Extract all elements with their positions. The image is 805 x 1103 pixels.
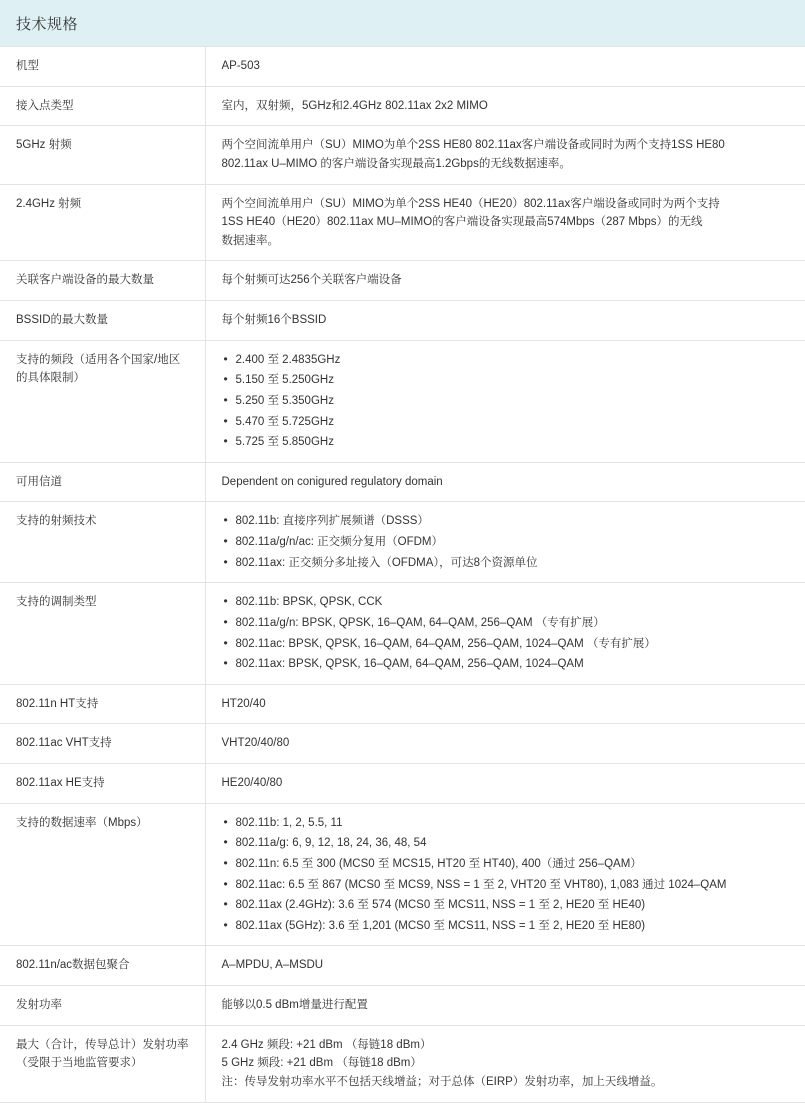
spec-label: 关联客户端设备的最大数量 — [0, 261, 205, 301]
spec-value-line: 2.4 GHz 频段: +21 dBm （每链18 dBm） — [221, 1038, 432, 1051]
table-row — [0, 86, 805, 126]
spec-value — [205, 502, 805, 583]
spec-value-line: 室内，双射频，5GHz和2.4GHz 802.11ax 2x2 MIMO — [221, 99, 488, 112]
spec-value-list — [222, 593, 796, 674]
list-item: • 5.250 至 5.350GHz — [222, 392, 796, 411]
list-item: • 5.470 至 5.725GHz — [222, 413, 796, 432]
spec-value — [205, 462, 805, 502]
spec-value-line: A–MPDU, A–MSDU — [221, 959, 324, 972]
list-item: • 5.150 至 5.250GHz — [222, 371, 796, 390]
list-item: • 802.11b: BPSK, QPSK, CCK — [222, 593, 796, 612]
spec-value — [205, 684, 805, 724]
list-item: • 802.11n: 6.5 至 300 (MCS0 至 MCS15, HT20 至 HT40), 400（通过 256–QAM） — [222, 855, 796, 874]
spec-value-line: 两个空间流单用户（SU）MIMO为单个2SS HE80 802.11ax客户端设备或同时为两个支持1SS HE80 — [221, 139, 725, 152]
list-item: • 802.11b: 直接序列扩展频谱（DSSS） — [222, 512, 796, 531]
list-item: • 802.11a/g: 6, 9, 12, 18, 24, 36, 48, 54 — [222, 834, 796, 853]
spec-label-line: 的具体限制） — [16, 372, 85, 385]
spec-value-list — [222, 351, 796, 452]
table-row — [0, 462, 805, 502]
spec-value — [205, 184, 805, 261]
table-row — [0, 340, 805, 462]
table-row — [0, 946, 805, 986]
spec-label-line: 支持的频段（适用各个国家/地区 — [16, 353, 181, 366]
spec-value-line: 802.11ax U–MIMO 的客户端设备实现最高1.2Gbps的无线数据速率。 — [221, 157, 571, 170]
list-item: • 802.11ax: 正交频分多址接入（OFDMA），可达8个资源单位 — [222, 554, 796, 573]
spec-label: 802.11ax HE支持 — [0, 764, 205, 804]
list-item: • 802.11ax (5GHz): 3.6 至 1,201 (MCS0 至 MCS11, NSS = 1 至 2, HE20 至 HE80) — [222, 917, 796, 936]
page-title: 技术规格 — [0, 0, 805, 46]
spec-value-line: Dependent on conigured regulatory domain — [221, 475, 443, 488]
list-item: • 802.11b: 1, 2, 5.5, 11 — [222, 814, 796, 833]
spec-value — [205, 126, 805, 184]
list-item: • 802.11ax (2.4GHz): 3.6 至 574 (MCS0 至 MCS11, NSS = 1 至 2, HE20 至 HE40) — [222, 896, 796, 915]
table-body — [0, 47, 805, 1103]
spec-label: 2.4GHz 射频 — [0, 184, 205, 261]
spec-value — [205, 724, 805, 764]
spec-value — [205, 803, 805, 946]
table-row — [0, 803, 805, 946]
list-item: • 5.725 至 5.850GHz — [222, 433, 796, 452]
spec-value — [205, 47, 805, 87]
spec-value-line: 注：传导发射功率水平不包括天线增益；对于总体（EIRP）发射功率，加上天线增益。 — [221, 1075, 663, 1088]
spec-value-line: HE20/40/80 — [221, 777, 283, 789]
table-row — [0, 583, 805, 685]
table-row — [0, 1025, 805, 1102]
spec-value-line: 能够以0.5 dBm增量进行配置 — [221, 999, 368, 1011]
table-row — [0, 684, 805, 724]
spec-label: 接入点类型 — [0, 86, 205, 126]
spec-label: 支持的调制类型 — [0, 583, 205, 685]
spec-label-line: （受限于当地监管要求） — [16, 1057, 143, 1070]
spec-value-line: 两个空间流单用户（SU）MIMO为单个2SS HE40（HE20）802.11ax客户端设备或同时为两个支持 — [221, 197, 720, 210]
spec-value — [205, 1025, 805, 1102]
specifications-table — [0, 46, 805, 1103]
table-row — [0, 764, 805, 804]
list-item: • 802.11ac: 6.5 至 867 (MCS0 至 MCS9, NSS = 1 至 2, VHT20 至 VHT80), 1,083 通过 1024–QAM — [222, 876, 796, 895]
spec-value — [205, 986, 805, 1026]
spec-value-line: 每个射频可达256个关联客户端设备 — [221, 274, 402, 287]
spec-value-list — [222, 512, 796, 572]
list-item: • 802.11ac: BPSK, QPSK, 16–QAM, 64–QAM, 256–QAM, 1024–QAM （专有扩展） — [222, 635, 796, 654]
spec-label: 可用信道 — [0, 462, 205, 502]
spec-value — [205, 261, 805, 301]
table-row — [0, 986, 805, 1026]
spec-value — [205, 340, 805, 462]
spec-value — [205, 764, 805, 804]
list-item: • 802.11a/g/n/ac: 正交频分复用（OFDM） — [222, 533, 796, 552]
list-item: • 802.11a/g/n: BPSK, QPSK, 16–QAM, 64–QAM, 256–QAM （专有扩展） — [222, 614, 796, 633]
spec-value — [205, 583, 805, 685]
spec-label: 5GHz 射频 — [0, 126, 205, 184]
table-row — [0, 184, 805, 261]
spec-label — [0, 340, 205, 462]
table-row — [0, 126, 805, 184]
spec-value-line: AP-503 — [221, 60, 260, 72]
spec-label: 支持的射频技术 — [0, 502, 205, 583]
spec-label: 802.11ac VHT支持 — [0, 724, 205, 764]
spec-label: 机型 — [0, 47, 205, 87]
spec-label-line: 最大（合计，传导总计）发射功率 — [16, 1038, 189, 1051]
spec-label: 802.11n/ac数据包聚合 — [0, 946, 205, 986]
table-row — [0, 47, 805, 87]
spec-value-line: 1SS HE40（HE20）802.11ax MU–MIMO的客户端设备实现最高574Mbps（287 Mbps）的无线 — [221, 216, 703, 229]
spec-label: 支持的数据速率（Mbps） — [0, 803, 205, 946]
spec-label: BSSID的最大数量 — [0, 301, 205, 341]
list-item: • 802.11ax: BPSK, QPSK, 16–QAM, 64–QAM, 256–QAM, 1024–QAM — [222, 655, 796, 674]
spec-label — [0, 1025, 205, 1102]
spec-value-line: 数据速率。 — [221, 234, 279, 247]
spec-value — [205, 86, 805, 126]
spec-value-list — [222, 814, 796, 936]
list-item: • 2.400 至 2.4835GHz — [222, 351, 796, 370]
spec-value-line: VHT20/40/80 — [221, 737, 290, 750]
table-row — [0, 502, 805, 583]
spec-label: 发射功率 — [0, 986, 205, 1026]
spec-value — [205, 946, 805, 986]
table-row — [0, 724, 805, 764]
spec-value-line: 每个射频16个BSSID — [221, 314, 327, 326]
spec-label: 802.11n HT支持 — [0, 684, 205, 724]
spec-value — [205, 301, 805, 341]
table-row — [0, 261, 805, 301]
table-row — [0, 301, 805, 341]
spec-value-line: HT20/40 — [221, 697, 266, 710]
spec-value-line: 5 GHz 频段: +21 dBm （每链18 dBm） — [221, 1057, 422, 1070]
